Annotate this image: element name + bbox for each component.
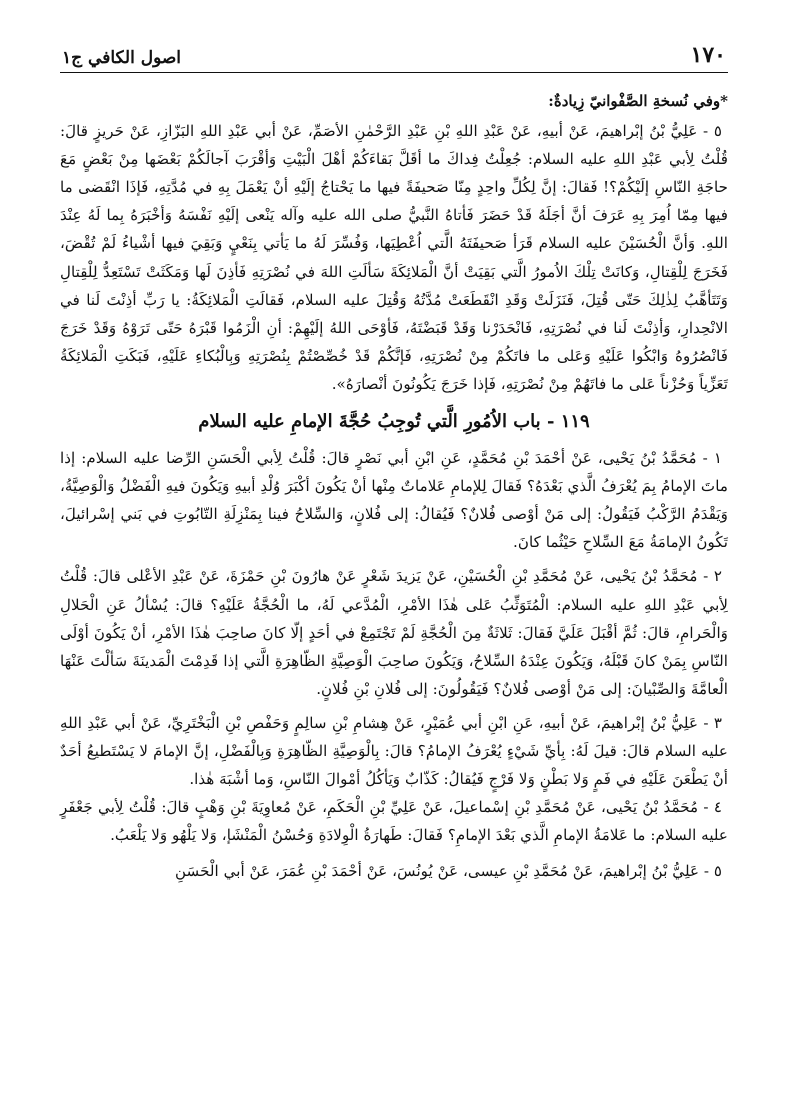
hadith-4: ٤ - مُحَمَّدُ بْنُ يَحْيى، عَنْ مُحَمَّدِ بْنِ إسْماعيلَ، عَنْ عَلِيِّ بْنِ الْحَكَمِ، عَنْ مُعاوِيَةَ بْنِ وَهْبٍ قالَ: قُلْتُ لِأبي جَعْفَرٍ عليه السلام: ما عَلامَةُ الإمامِ الَّذي بَعْدَ الإمامِ؟ فَقالَ: طَهارَةُ الْوِلادَةِ وَحُسْنُ الْمَنْشَإ، وَلا يَلْهُو وَلا يَلْعَبُ. — [60, 798, 728, 845]
hadith-5-start: ٥ - عَلِيُّ بْنُ إبْراهيمَ، عَنْ مُحَمَّدِ بْنِ عيسى، عَنْ يُونُسَ، عَنْ أحْمَدَ بْنِ عُمَرَ، عَنْ أبي الْحَسَنِ — [175, 862, 722, 881]
hadith-3: ٣ - عَلِيُّ بْنُ إبْراهيمَ، عَنْ أبيهِ، عَنِ ابْنِ أبي عُمَيْرٍ، عَنْ هِشامِ بْنِ سالِمٍ وَحَفْصِ بْنِ الْبَخْتَرِيِّ، عَنْ أبي عَبْدِ اللهِ عليه السلام قالَ: قيلَ لَهُ: بِأيِّ شَيْءٍ يُعْرَفُ الإمامُ؟ قالَ: بِالْوَصِيَّةِ الظّاهِرَةِ وَبِالْفَضْلِ، إنَّ الإمامَ لا يَسْتَطيعُ أحَدٌ أنْ يَطْعَنَ عَلَيْهِ في فَمٍ وَلا بَطْنٍ وَلا فَرْجٍ فَيُقالُ: كَذّابٌ وَيَأكُلُ أمْوالَ النّاسِ، وَما أشْبَهَ هٰذا. — [60, 713, 728, 789]
hadith-2: ٢ - مُحَمَّدُ بْنُ يَحْيى، عَنْ مُحَمَّدِ بْنِ الْحُسَيْنِ، عَنْ يَزيدَ شَعْرٍ عَنْ هارُونَ بْنِ حَمْزَةَ، عَنْ عَبْدِ الأعْلى قالَ: قُلْتُ لِأبي عَبْدِ اللهِ عليه السلام: الْمُتَوَثِّبُ عَلى هٰذَا الأمْرِ، الْمُدَّعي لَهُ، ما الْحُجَّةُ عَلَيْهِ؟ قالَ: يُسْألُ عَنِ الْحَلالِ وَالْحَرامِ، قالَ: ثُمَّ أقْبَلَ عَلَيَّ فَقالَ: ثَلاثَةٌ مِنَ الْحُجَّةِ لَمْ تَجْتَمِعْ في أحَدٍ إلّا كانَ صاحِبَ هٰذَا الأمْرِ، أنْ يَكُونَ أوْلَى النّاسِ بِمَنْ كانَ قَبْلَهُ، وَيَكُونَ عِنْدَهُ السِّلاحُ، وَيَكُونَ صاحِبَ الْوَصِيَّةِ الظّاهِرَةِ الَّتي إذا قَدِمْتَ الْمَدينَةَ سَألْتَ عَنْهَا الْعامَّةَ وَالصِّبْيانَ: إلى مَنْ أوْصى فُلانٌ؟ فَيَقُولُونَ: إلى فُلانِ بْنِ فُلانٍ. — [60, 567, 728, 698]
book-title: اصول الكافي ج١ — [62, 48, 182, 68]
chapter-heading: ١١٩ - باب الاُمُورِ الَّتي تُوجِبُ حُجَّةَ الإمامِ عليه السلام — [198, 411, 590, 433]
page-body — [60, 87, 728, 885]
page-number: ١٧٠ — [690, 42, 726, 68]
running-header — [60, 34, 728, 73]
hadith-5-variant: ٥ - عَلِيُّ بْنُ إبْراهيمَ، عَنْ أبيهِ، عَنْ عَبْدِ اللهِ بْنِ عَبْدِ الرَّحْمٰنِ الأصَمِّ، عَنْ أبي عَبْدِ اللهِ البَزّازِ، عَنْ حَريزٍ قالَ: قُلْتُ لِأبي عَبْدِ اللهِ عليه السلام: جُعِلْتُ فِداكَ ما أقَلَّ بَقاءَكُمْ أهْلَ الْبَيْتِ وَأقْرَبَ آجالَكُمْ بَعْضَها مِنْ بَعْضٍ مَعَ حاجَةِ النّاسِ إلَيْكُمْ؟! فَقالَ: إنَّ لِكُلِّ واحِدٍ مِنّا صَحيفَةً فيها ما يَحْتاجُ إلَيْهِ أنْ يَعْمَلَ بِهِ في مُدَّتِهِ، فَإذَا انْقَضى ما فيها مِمّا اُمِرَ بِهِ عَرَفَ أنَّ أجَلَهُ قَدْ حَضَرَ فَأتاهُ النَّبيُّ صلى الله عليه وآله يَنْعى إلَيْهِ نَفْسَهُ وَأخْبَرَهُ بِما لَهُ عِنْدَ اللهِ. وَأنَّ الْحُسَيْنَ عليه السلام قَرَأ صَحيفَتَهُ الَّتي اُعْطِيَها، وَفُسِّرَ لَهُ ما يَأتي بِنَعْيٍ وَبَقِيَ فيها أشْياءُ لَمْ تُقْضَ، فَخَرَجَ لِلْقِتالِ، وَكانَتْ تِلْكَ الاُمورُ الَّتي بَقِيَتْ أنَّ الْمَلائِكَةَ سَألَتِ اللهَ في نُصْرَتِهِ فَأذِنَ لَها وَمَكَثَتْ تَسْتَعِدُّ لِلْقِتالِ وَتَتَأهَّبُ لِذٰلِكَ حَتّى قُتِلَ، فَنَزَلَتْ وَقَدِ انْقَطَعَتْ مُدَّتُهُ وَقُتِلَ عليه السلام، فَقالَتِ الْمَلائِكَةُ: يا رَبِّ أذِنْتَ لَنا في الانْحِدارِ، وَأذِنْتَ لَنا في نُصْرَتِهِ، فَانْحَدَرْنا وَقَدْ قَبَضْتَهُ، فَأوْحَى اللهُ إلَيْهِمْ: أنِ الْزَمُوا قَبْرَهُ حَتّى تَرَوْهُ وَقَدْ خَرَجَ فَانْصُرُوهُ وَابْكُوا عَلَيْهِ وَعَلى ما فاتَكُمْ مِنْ نُصْرَتِهِ، فَإنَّكُمْ قَدْ خُصِّصْتُمْ بِنُصْرَتِهِ وَبِالْبُكاءِ عَلَيْهِ، فَبَكَتِ الْمَلائِكَةُ تَعَزِّياً وَحُزْناً عَلى ما فاتَهُمْ مِنْ نُصْرَتِهِ، فَإذا خَرَجَ يَكُونُونَ أنْصارَهُ». — [60, 122, 728, 393]
variant-note-heading: *وفي نُسخةِ الصَّفْوانيّ زِيادةٌ: — [548, 92, 728, 110]
hadith-1: ١ - مُحَمَّدُ بْنُ يَحْيى، عَنْ أحْمَدَ بْنِ مُحَمَّدٍ، عَنِ ابْنِ أبي نَصْرٍ قالَ: قُلْتُ لِأبي الْحَسَنِ الرِّضا عليه السلام: إذا ماتَ الإمامُ بِمَ يُعْرَفُ الَّذي بَعْدَهُ؟ فَقالَ لِلإمامِ عَلاماتٌ مِنْها أنْ يَكُونَ أكْبَرَ وُلْدِ أبيهِ وَيَكُونَ فيهِ الْفَضْلُ وَالْوَصِيَّةُ، وَيَقْدَمُ الرَّكْبُ فَيَقُولُ: إلى مَنْ أوْصى فُلانٌ؟ فَيُقالُ: إلى فُلانٍ، وَالسِّلاحُ فينا بِمَنْزِلَةِ التّابُوتِ في بَني إسْرائيلَ، تَكُونُ الإمامَةُ مَعَ السِّلاحِ حَيْثُما كانَ. — [60, 449, 728, 552]
